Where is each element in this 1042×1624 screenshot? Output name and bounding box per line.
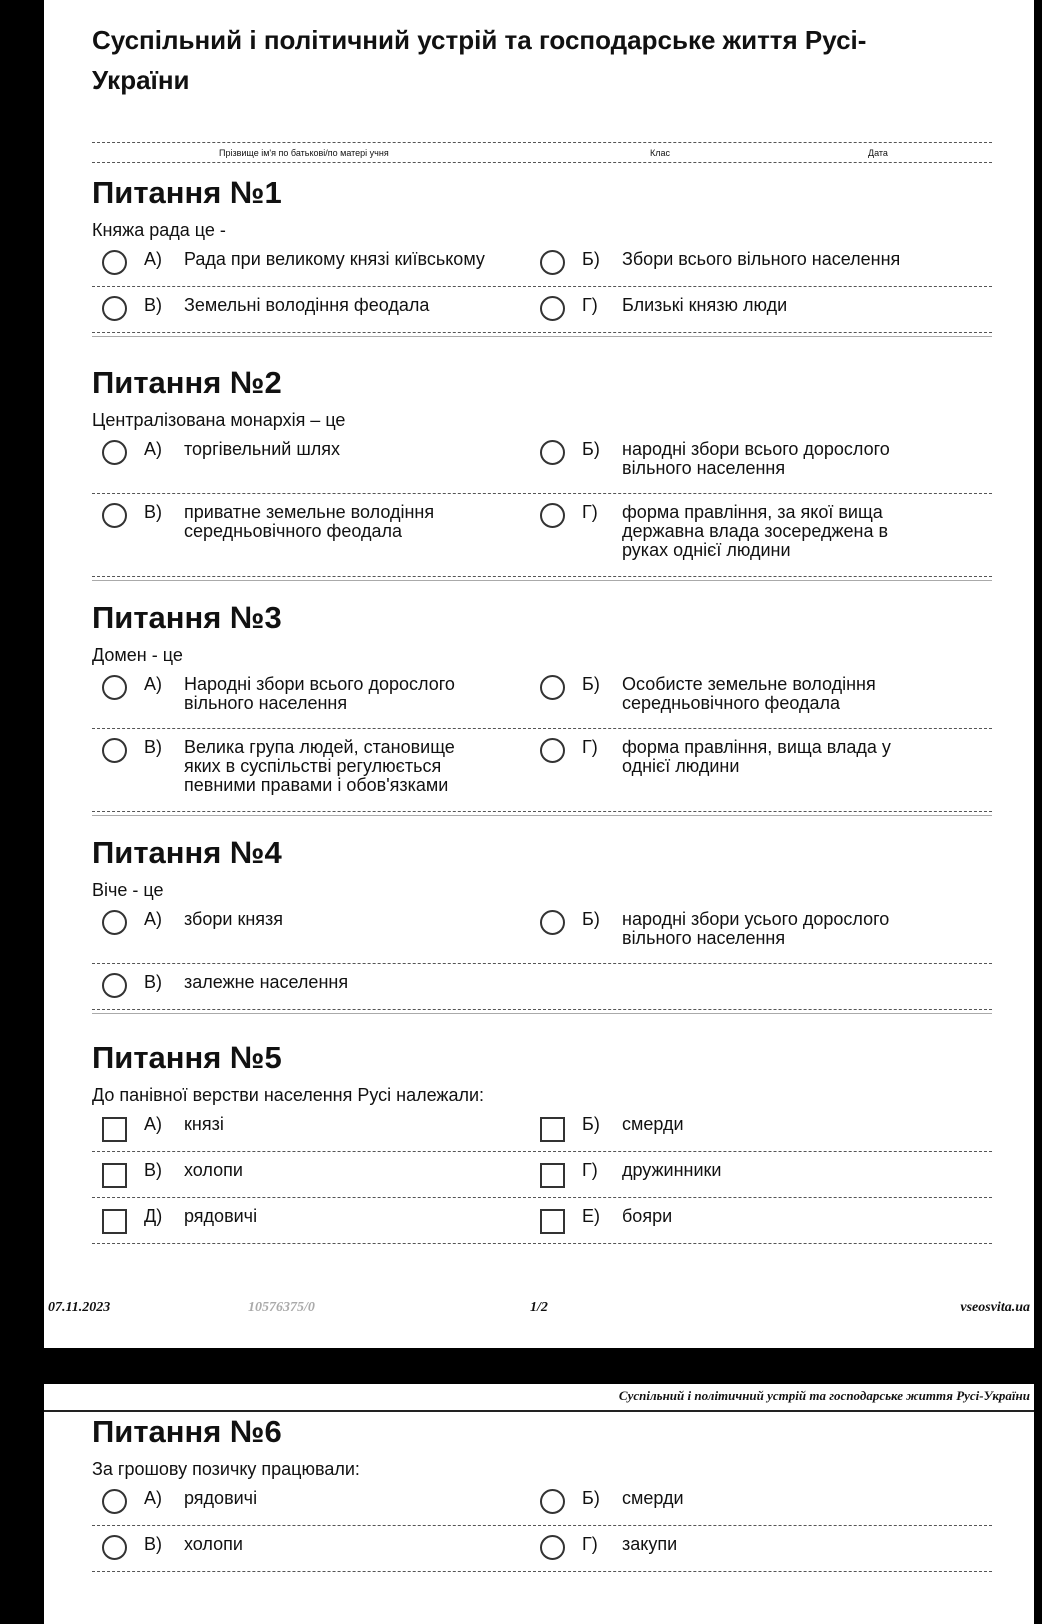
- question-title: Питання №3: [92, 600, 282, 635]
- student-name-label: Прізвище ім'я по батькові/по матері учня: [219, 148, 389, 158]
- option-text: смерди: [622, 1488, 684, 1508]
- question-5: [92, 1040, 992, 1244]
- option-letter: Г): [582, 1160, 598, 1180]
- option-letter: В): [144, 1160, 162, 1180]
- option-text: Близькі князю люди: [622, 295, 788, 315]
- question-text: Віче - це: [92, 880, 164, 900]
- radio-button[interactable]: [102, 675, 127, 700]
- option-letter: А): [144, 1114, 162, 1134]
- divider: [92, 142, 992, 143]
- option-row: [92, 241, 992, 287]
- option-letter: А): [144, 249, 162, 269]
- option-text: форма правління, за якої вища державна влада зосереджена в руках однієї людини: [622, 502, 889, 560]
- question-title: Питання №5: [92, 1040, 282, 1075]
- option-letter: А): [144, 909, 162, 929]
- option-text: збори князя: [184, 909, 283, 929]
- document-title: Суспільний і політичний устрій та господарське життя Русі-України: [92, 25, 867, 95]
- option-text: народні збори усього дорослого вільного населення: [622, 909, 890, 948]
- question-4: [92, 835, 992, 1014]
- question-2: [92, 365, 992, 581]
- option-letter: А): [144, 674, 162, 694]
- option-row: [92, 666, 992, 729]
- option-text: смерди: [622, 1114, 684, 1134]
- question-title: Питання №4: [92, 835, 282, 870]
- option-letter: А): [144, 439, 162, 459]
- option-letter: Б): [582, 249, 600, 269]
- footer-page-number: 1/2: [530, 1300, 548, 1315]
- checkbox[interactable]: [540, 1117, 565, 1142]
- option-letter: Б): [582, 674, 600, 694]
- option-text: приватне земельне володіння середньовічного феодала: [184, 502, 435, 541]
- question-text: Централізована монархія – це: [92, 410, 346, 430]
- class-label: Клас: [650, 148, 670, 158]
- option-text: рядовичі: [184, 1206, 258, 1226]
- option-row: [92, 901, 992, 964]
- footer-code: 10576375/0: [248, 1300, 315, 1315]
- question-title: Питання №2: [92, 365, 282, 400]
- date-label: Дата: [868, 148, 888, 158]
- option-text: холопи: [184, 1160, 243, 1180]
- option-letter: В): [144, 737, 162, 757]
- option-text: залежне населення: [184, 972, 349, 992]
- radio-button[interactable]: [102, 1535, 127, 1560]
- option-text: Велика група людей, становище яких в суспільстві регулюється певними правами і обов'язками: [184, 737, 455, 795]
- radio-button[interactable]: [540, 440, 565, 465]
- divider: [92, 162, 992, 163]
- student-info-block: [92, 142, 992, 164]
- radio-button[interactable]: [540, 1489, 565, 1514]
- option-row: [92, 1480, 992, 1526]
- option-row: [92, 431, 992, 494]
- question-text: Домен - це: [92, 645, 183, 665]
- option-letter: В): [144, 972, 162, 992]
- radio-button[interactable]: [102, 973, 127, 998]
- footer-site: vseosvita.ua: [960, 1300, 1030, 1315]
- option-letter: Г): [582, 737, 598, 757]
- radio-button[interactable]: [540, 910, 565, 935]
- worksheet-page-1: [44, 0, 1034, 1348]
- option-letter: Б): [582, 1114, 600, 1134]
- option-text: форма правління, вища влада у однієї людини: [622, 737, 891, 776]
- option-text: Особисте земельне володіння середньовічного феодала: [622, 674, 876, 713]
- radio-button[interactable]: [540, 503, 565, 528]
- radio-button[interactable]: [102, 910, 127, 935]
- option-text: торгівельний шлях: [184, 439, 341, 459]
- option-text: Народні збори всього дорослого вільного населення: [184, 674, 455, 713]
- checkbox[interactable]: [540, 1163, 565, 1188]
- question-3: [92, 600, 992, 816]
- radio-button[interactable]: [102, 250, 127, 275]
- option-letter: Г): [582, 1534, 598, 1554]
- question-1: [92, 175, 992, 337]
- option-letter: А): [144, 1488, 162, 1508]
- option-text: рядовичі: [184, 1488, 258, 1508]
- option-row: [92, 494, 992, 577]
- question-divider: [92, 815, 992, 816]
- checkbox[interactable]: [102, 1209, 127, 1234]
- radio-button[interactable]: [102, 440, 127, 465]
- option-letter: В): [144, 1534, 162, 1554]
- radio-button[interactable]: [540, 250, 565, 275]
- option-text: закупи: [622, 1534, 678, 1554]
- option-row: [92, 729, 992, 812]
- question-divider: [92, 336, 992, 337]
- option-text: народні збори всього дорослого вільного населення: [622, 439, 890, 478]
- checkbox[interactable]: [102, 1117, 127, 1142]
- radio-button[interactable]: [102, 738, 127, 763]
- checkbox[interactable]: [102, 1163, 127, 1188]
- option-row: [92, 1526, 992, 1572]
- option-letter: Б): [582, 909, 600, 929]
- option-row: [92, 964, 992, 1010]
- option-text: Земельні володіння феодала: [184, 295, 430, 315]
- radio-button[interactable]: [540, 296, 565, 321]
- worksheet-page-2: [44, 1384, 1034, 1624]
- option-text: бояри: [622, 1206, 673, 1226]
- question-divider: [92, 1013, 992, 1014]
- running-header-title: Суспільний і політичний устрій та господарське життя Русі-України: [618, 1388, 1030, 1403]
- option-letter: Б): [582, 1488, 600, 1508]
- radio-button[interactable]: [540, 738, 565, 763]
- radio-button[interactable]: [540, 675, 565, 700]
- option-letter: Д): [144, 1206, 163, 1226]
- radio-button[interactable]: [102, 503, 127, 528]
- option-letter: Г): [582, 295, 598, 315]
- option-text: дружинники: [622, 1160, 722, 1180]
- radio-button[interactable]: [102, 1489, 127, 1514]
- question-title: Питання №1: [92, 175, 282, 210]
- radio-button[interactable]: [540, 1535, 565, 1560]
- option-letter: В): [144, 295, 162, 315]
- option-text: Збори всього вільного населення: [622, 249, 901, 269]
- footer-date: 07.11.2023: [48, 1300, 111, 1315]
- checkbox[interactable]: [540, 1209, 565, 1234]
- question-divider: [92, 580, 992, 581]
- question-title: Питання №6: [92, 1414, 282, 1449]
- radio-button[interactable]: [102, 296, 127, 321]
- question-text: Княжа рада це -: [92, 220, 226, 240]
- question-text: До панівної верстви населення Русі належали:: [92, 1085, 485, 1105]
- option-text: Рада при великому князі київському: [184, 249, 485, 269]
- header-rule: [44, 1410, 1034, 1412]
- option-letter: В): [144, 502, 162, 522]
- option-row: [92, 1152, 992, 1198]
- question-6: [92, 1414, 992, 1572]
- option-row: [92, 287, 992, 333]
- option-row: [92, 1198, 992, 1244]
- option-letter: Г): [582, 502, 598, 522]
- option-letter: Е): [582, 1206, 600, 1226]
- option-letter: Б): [582, 439, 600, 459]
- option-text: князі: [184, 1114, 224, 1134]
- option-text: холопи: [184, 1534, 243, 1554]
- question-text: За грошову позичку працювали:: [92, 1459, 360, 1479]
- option-row: [92, 1106, 992, 1152]
